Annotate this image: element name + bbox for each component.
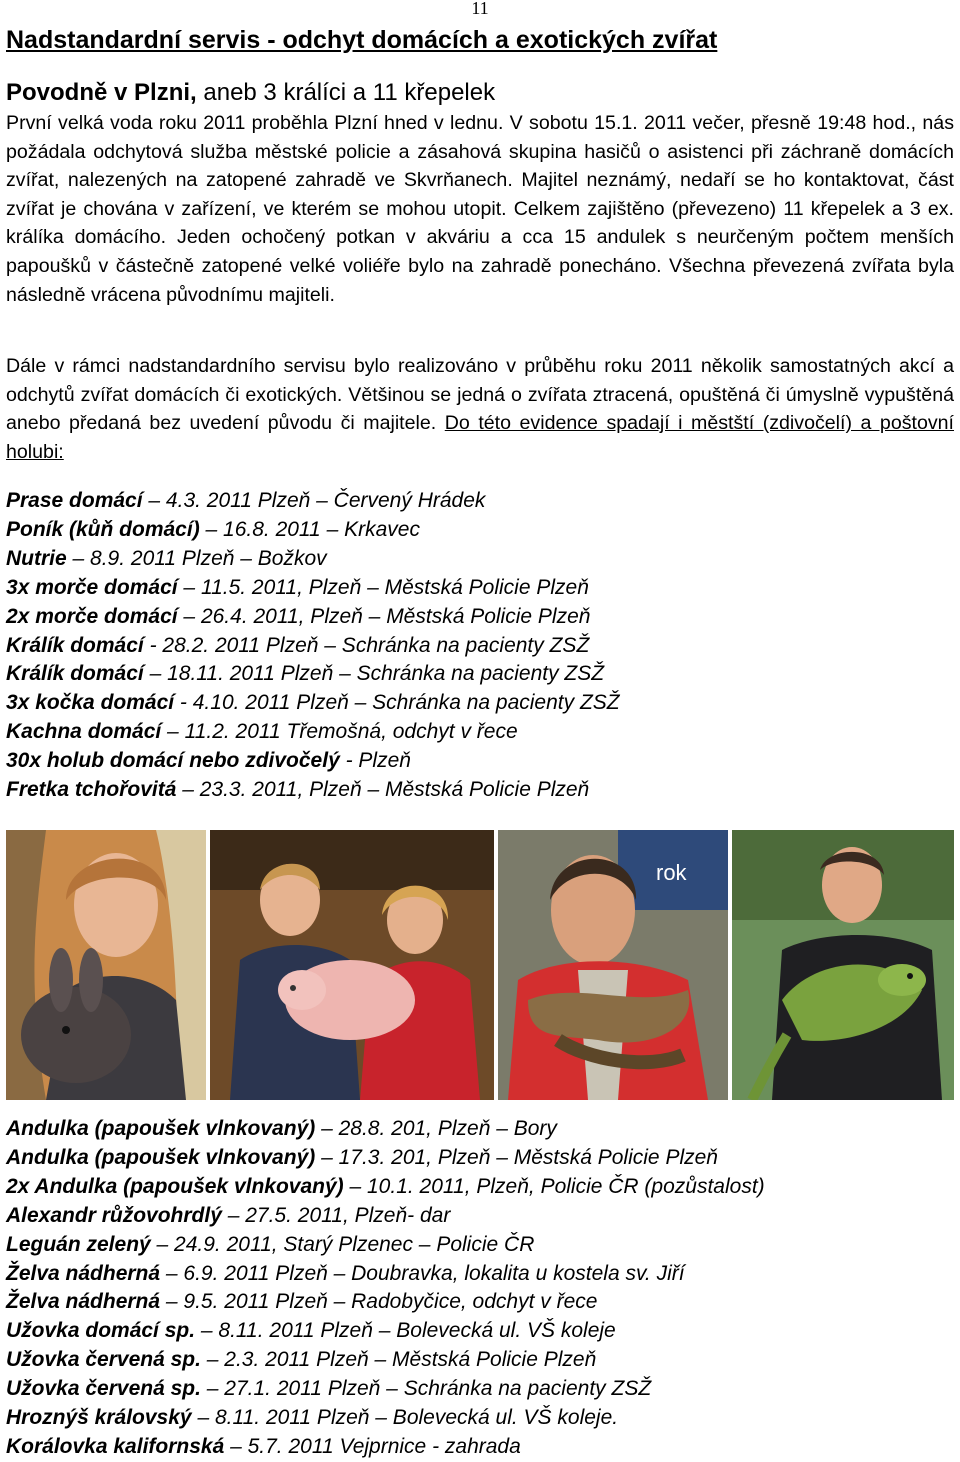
capture-detail: – 4.3. 2011 Plzeň – Červený Hrádek [142, 489, 486, 512]
animal-name: 3x morče domácí [6, 575, 178, 599]
animal-name: 30x holub domácí nebo zdivočelý [6, 749, 340, 773]
list-item [6, 1260, 765, 1289]
capture-detail: – 11.2. 2011 Třemošná, odchyt v řece [161, 720, 518, 744]
subheading-rest: aneb 3 králíci a 11 křepelek [196, 79, 496, 106]
capture-detail: – 18.11. 2011 Plzeň – Schránka na pacienty ZSŽ [143, 662, 605, 686]
animal-name: 2x morče domácí [6, 604, 178, 628]
capture-detail: – 10.1. 2011, Plzeň, Policie ČR (pozůstalost) [343, 1174, 765, 1198]
animal-name: Fretka tchořovitá [6, 778, 177, 802]
photo-woman-with-rabbit-icon [6, 830, 206, 1100]
list-item [6, 689, 620, 718]
capture-detail: - 28.2. 2011 Plzeň – Schránka na pacienty ZSŽ [143, 633, 590, 657]
flood-paragraph: První velká voda roku 2011 proběhla Plzní hned v lednu. V sobotu 15.1. 2011 večer, přesně 19:48 hod., nás požádala odchytová služba městské policie a zásahová skupina hasičů o asistenci při záchraně domácích zvířat, nalezených na zatopené zahradě ve Skvrňanech. Majitel neznámý, nedaří se ho kontaktovat, část zvířat je chována v zařízení, ve kterém se mohou utopit. Celkem zajištěno (převezeno) 11 křepelek a 3 ex. králíka domácího. Jeden ochočený potkan v akváriu a cca 15 andulek s neurčeným počtem menších papoušků v částečně zatopené velké voliéře bylo na zahradě ponecháno. Všechna převezená zvířata byla následně vrácena původnímu majiteli. [6, 112, 954, 306]
list-item [6, 545, 620, 574]
capture-detail: – 24.9. 2011, Starý Plzenec – Policie ČR [150, 1232, 535, 1256]
service-paragraph-text: Dále v rámci nadstandardního servisu bylo realizováno v průběhu roku 2011 několik samostatných akcí a odchytů zvířat domácích či exotických. Většinou se jedná o zvířata ztracená, opuštěná či úmyslně vypuštěná anebo předaná bez uvedení původu či majitele. [6, 355, 954, 435]
animal-list-2 [6, 1115, 765, 1462]
animal-list-1 [6, 487, 620, 805]
list-item [6, 776, 620, 805]
photo-man-with-iguana-icon [732, 830, 954, 1100]
list-item [6, 660, 620, 689]
animal-name: Hroznýš královský [6, 1406, 192, 1430]
list-item [6, 1173, 765, 1202]
capture-detail: – 26.4. 2011, Plzeň – Městská Policie Plzeň [177, 604, 591, 628]
animal-name: 2x Andulka (papoušek vlnkovaný) [6, 1174, 344, 1198]
photo-rok-text: rok [656, 860, 687, 885]
animal-name: Poník (kůň domácí) [6, 517, 200, 541]
list-item [6, 718, 620, 747]
section-subheading [6, 79, 495, 107]
page-title: Nadstandardní servis - odchyt domácích a exotických zvířat [6, 26, 718, 54]
animal-name: Prase domácí [6, 489, 143, 512]
list-item [6, 1202, 765, 1231]
capture-detail: – 27.5. 2011, Plzeň- dar [221, 1203, 451, 1227]
list-item [6, 574, 620, 603]
animal-name: Andulka (papoušek vlnkovaný) [6, 1117, 316, 1140]
capture-detail: – 8.9. 2011 Plzeň – Božkov [66, 546, 327, 570]
animal-name: Želva nádherná [6, 1261, 161, 1285]
capture-detail: – 17.3. 201, Plzeň – Městská Policie Plzeň [315, 1145, 718, 1169]
photo-man-with-boa-icon [498, 830, 728, 1100]
list-item [6, 516, 620, 545]
capture-detail: – 11.5. 2011, Plzeň – Městská Policie Plzeň [177, 575, 589, 599]
list-item [6, 1433, 765, 1462]
animal-name: Králík domácí [6, 633, 144, 657]
list-item [6, 1317, 765, 1346]
service-paragraph-underlined: Do této evidence spadají i městští (zdivočelí) a poštovní holubi: [6, 412, 954, 463]
capture-detail: – 27.1. 2011 Plzeň – Schránka na pacienty ZSŽ [200, 1377, 652, 1401]
list-item [6, 487, 620, 516]
list-item [6, 1115, 765, 1144]
subheading-bold: Povodně v Plzni, [6, 79, 197, 106]
animal-name: Andulka (papoušek vlnkovaný) [6, 1145, 316, 1169]
capture-detail: – 9.5. 2011 Plzeň – Radobyčice, odchyt v řece [160, 1290, 598, 1314]
photo-people-with-piglet-icon [210, 830, 494, 1100]
animal-name: Nutrie [6, 546, 67, 570]
service-paragraph [6, 352, 954, 466]
animal-name: Králík domácí [6, 662, 144, 686]
capture-detail: - 4.10. 2011 Plzeň – Schránka na pacienty ZSŽ [174, 691, 620, 715]
animal-name: Leguán zelený [6, 1232, 151, 1256]
capture-detail: – 2.3. 2011 Plzeň – Městská Policie Plzeň [200, 1348, 597, 1372]
capture-detail: – 16.8. 2011 – Krkavec [199, 517, 420, 541]
animal-name: 3x kočka domácí [6, 691, 175, 715]
animal-name: Užovka červená sp. [6, 1348, 201, 1372]
capture-detail: – 6.9. 2011 Plzeň – Doubravka, lokalita u kostela sv. Jiří [160, 1261, 685, 1285]
capture-detail: – 8.11. 2011 Plzeň – Bolevecká ul. VŠ koleje. [191, 1406, 619, 1430]
list-item [6, 632, 620, 661]
list-item [6, 1288, 765, 1317]
list-item [6, 1404, 765, 1433]
list-item [6, 1375, 765, 1404]
list-item [6, 1346, 765, 1375]
animal-name: Kachna domácí [6, 720, 162, 744]
capture-detail: – 23.3. 2011, Plzeň – Městská Policie Plzeň [176, 778, 590, 802]
capture-detail: - Plzeň [339, 749, 411, 773]
list-item [6, 1231, 765, 1260]
capture-detail: – 5.7. 2011 Vejprnice - zahrada [224, 1434, 521, 1458]
list-item [6, 1144, 765, 1173]
capture-detail: – 28.8. 201, Plzeň – Bory [315, 1117, 557, 1140]
animal-name: Želva nádherná [6, 1290, 161, 1314]
animal-name: Alexandr růžovohrdlý [6, 1203, 222, 1227]
animal-name: Užovka červená sp. [6, 1377, 201, 1401]
animal-name: Korálovka kalifornská [6, 1434, 225, 1458]
photo-strip [6, 830, 954, 1100]
list-item [6, 747, 620, 776]
animal-name: Užovka domácí sp. [6, 1319, 196, 1343]
list-item [6, 603, 620, 632]
capture-detail: – 8.11. 2011 Plzeň – Bolevecká ul. VŠ koleje [195, 1319, 616, 1343]
page-number: 11 [471, 0, 489, 18]
